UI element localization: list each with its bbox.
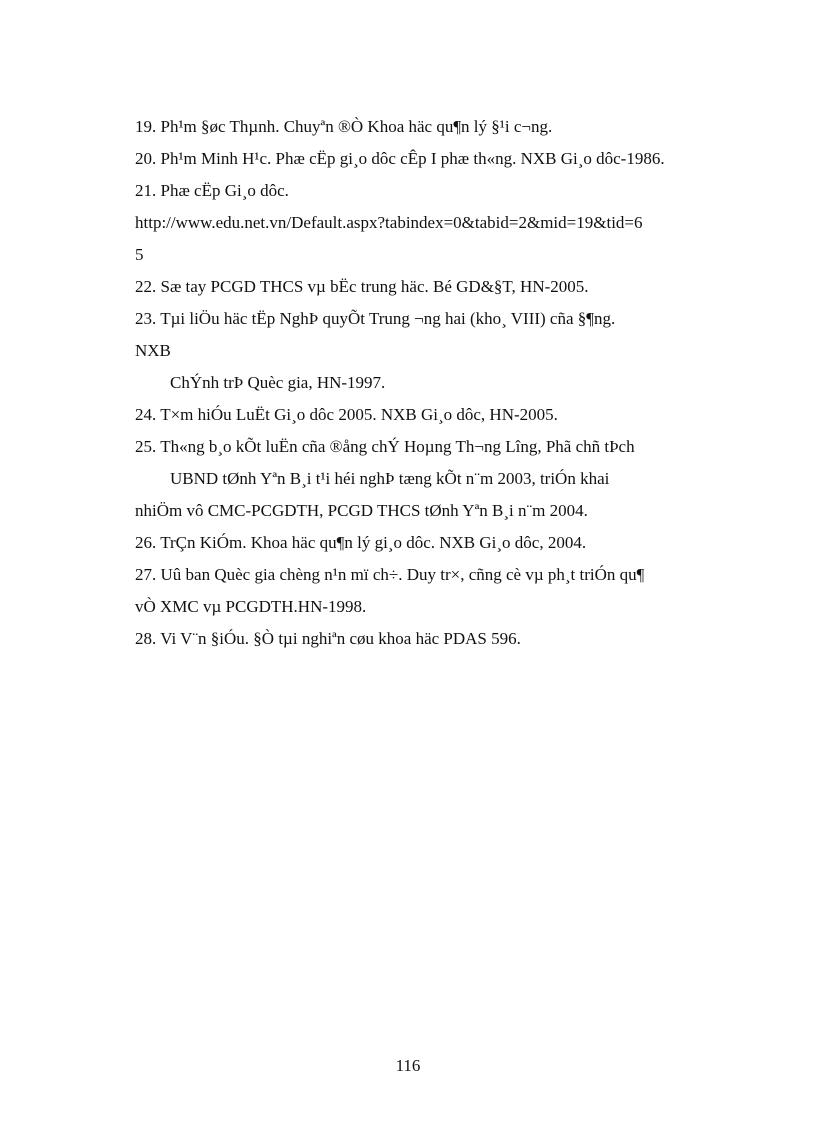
reference-21: 21. Phæ cËp Gi¸o dôc. [135,181,289,200]
reference-21-url-continued: 5 [135,245,144,264]
reference-23: 23. Tµi liÖu häc tËp NghÞ quyÕt Trung ¬ng hai (kho¸ VIII) cña §¶ng. [135,309,616,328]
reference-24: 24. T×m hiÓu LuËt Gi¸o dôc 2005. NXB Gi¸o dôc, HN-2005. [135,405,558,424]
reference-21-url: http://www.edu.net.vn/Default.aspx?tabindex=0&tabid=2&mid=19&tid=6 [135,213,643,232]
reference-23-continued: ChÝnh trÞ Quèc gia, HN-1997. [170,373,386,392]
page-number: 116 [395,1056,421,1075]
reference-25-continued: UBND tØnh Yªn B¸i t¹i héi nghÞ tæng kÕt n¨m 2003, triÓn khai [170,469,610,488]
reference-25-end: nhiÖm vô CMC-PCGDTH, PCGD THCS tØnh Yªn B¸i n¨m 2004. [135,501,588,520]
reference-26: 26. TrÇn KiÓm. Khoa häc qu¶n lý gi¸o dôc. NXB Gi¸o dôc, 2004. [135,533,587,552]
reference-27: 27. Uû ban Quèc gia chèng n¹n mï ch÷. Duy tr×, cñng cè vµ ph¸t triÓn qu¶ [135,565,645,584]
reference-28: 28. Vi V¨n §iÓu. §Ò tµi nghiªn cøu khoa häc PDAS 596. [135,629,521,648]
reference-19: 19. Ph¹m §øc Thµnh. Chuyªn ®Ò Khoa häc qu¶n lý §¹i c¬ng. [135,117,553,136]
reference-23-publisher: NXB [135,341,171,360]
reference-22: 22. Sæ tay PCGD THCS vµ bËc trung häc. Bé GD&§T, HN-2005. [135,277,589,296]
reference-25: 25. Th«ng b¸o kÕt luËn cña ®ång chÝ Hoµng Th¬ng Lîng, Phã chñ tÞch [135,437,635,456]
reference-27-continued: vÒ XMC vµ PCGDTH.HN-1998. [135,597,367,616]
reference-20: 20. Ph¹m Minh H¹c. Phæ cËp gi¸o dôc cÊp I phæ th«ng. NXB Gi¸o dôc-1986. [135,149,665,168]
